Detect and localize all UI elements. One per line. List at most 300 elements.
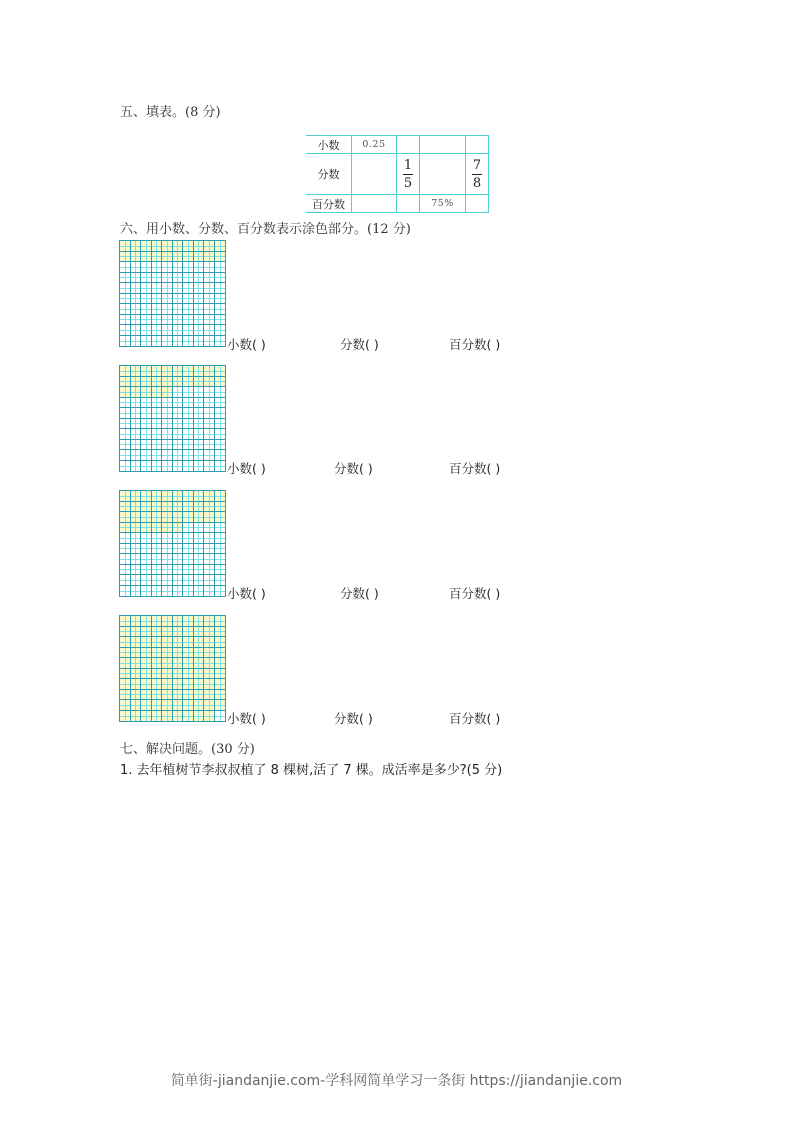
grid-cell <box>120 586 131 597</box>
grid-cell-shaded <box>120 241 131 252</box>
grid-cell <box>141 544 152 555</box>
cell-fraction-4 <box>466 154 489 195</box>
section-6-heading: 六、用小数、分数、百分数表示涂色部分。(12 分) <box>120 222 411 237</box>
percent-answer[interactable]: 百分数( ) <box>449 461 501 476</box>
grid-cell <box>152 554 163 565</box>
table-row-fraction <box>306 154 489 195</box>
grid-cell-shaded <box>215 669 226 680</box>
grid-cell-shaded <box>194 616 205 627</box>
grid-cell <box>152 565 163 576</box>
grid-cell <box>162 262 173 273</box>
grid-cell <box>120 315 131 326</box>
grid-cell <box>183 283 194 294</box>
grid-cell-shaded <box>152 637 163 648</box>
grid-cell-shaded <box>152 512 163 523</box>
grid-cell <box>173 398 184 409</box>
grid-cell <box>215 544 226 555</box>
grid-cell <box>215 565 226 576</box>
grid-cell <box>141 273 152 284</box>
grid-cell-shaded <box>152 387 163 398</box>
grid-cell <box>141 325 152 336</box>
grid-cell-shaded <box>162 387 173 398</box>
grid-cell-shaded <box>204 637 215 648</box>
grid-cell <box>173 387 184 398</box>
grid-cell-shaded <box>194 690 205 701</box>
grid-cell <box>183 294 194 305</box>
denominator: 5 <box>403 175 413 191</box>
grid-cell <box>215 429 226 440</box>
grid-cell-shaded <box>204 690 215 701</box>
numerator: 7 <box>472 157 482 173</box>
grid-cell <box>183 315 194 326</box>
grid-cell-shaded <box>215 241 226 252</box>
grid-cell-shaded <box>215 512 226 523</box>
grid-cell-shaded <box>131 637 142 648</box>
grid-cell-shaded <box>215 658 226 669</box>
fraction-bar <box>472 174 482 175</box>
grid-cell-shaded <box>162 616 173 627</box>
grid-cell <box>120 565 131 576</box>
grid-cell <box>120 294 131 305</box>
grid-cell <box>162 586 173 597</box>
grid-cell-shaded <box>120 512 131 523</box>
grid-cell <box>141 315 152 326</box>
hundred-grid-2 <box>119 365 226 472</box>
cell-fraction-1[interactable] <box>352 154 397 195</box>
percent-answer[interactable]: 百分数( ) <box>449 711 501 726</box>
grid-cell-shaded <box>152 491 163 502</box>
grid-cell <box>173 304 184 315</box>
grid-cell-shaded <box>194 669 205 680</box>
grid-cell <box>215 273 226 284</box>
grid-cell-shaded <box>120 700 131 711</box>
row-label-fraction: 分数 <box>306 154 352 195</box>
grid-cell-shaded <box>183 648 194 659</box>
answer-labels-1 <box>227 335 547 351</box>
grid-cell <box>131 554 142 565</box>
grid-cell <box>173 408 184 419</box>
grid-cell <box>162 565 173 576</box>
grid-cell <box>120 273 131 284</box>
grid-cell-shaded <box>183 669 194 680</box>
grid-cell <box>194 554 205 565</box>
grid-cell <box>204 408 215 419</box>
grid-cell <box>183 273 194 284</box>
grid-cell-shaded <box>120 669 131 680</box>
numerator: 1 <box>403 157 413 173</box>
grid-cell <box>204 294 215 305</box>
grid-cell-shaded <box>120 616 131 627</box>
grid-cell-shaded <box>141 366 152 377</box>
grid-cell <box>141 283 152 294</box>
grid-cell <box>194 283 205 294</box>
grid-cell <box>120 304 131 315</box>
grid-cell <box>141 461 152 472</box>
grid-cell-shaded <box>141 502 152 513</box>
grid-cell <box>194 523 205 534</box>
answer-labels-2 <box>227 459 547 475</box>
grid-cell <box>131 429 142 440</box>
grid-cell <box>141 408 152 419</box>
grid-cell <box>183 325 194 336</box>
grid-cell <box>120 262 131 273</box>
grid-cell-shaded <box>152 700 163 711</box>
grid-cell-shaded <box>131 711 142 722</box>
grid-cell <box>152 429 163 440</box>
grid-cell <box>183 565 194 576</box>
grid-cell-shaded <box>194 679 205 690</box>
grid-cell <box>204 544 215 555</box>
grid-cell-shaded <box>131 377 142 388</box>
grid-cell <box>162 450 173 461</box>
grid-cell <box>152 398 163 409</box>
grid-cell <box>204 387 215 398</box>
grid-cell-shaded <box>173 377 184 388</box>
grid-cell-shaded <box>120 387 131 398</box>
cell-decimal-3[interactable] <box>420 136 466 154</box>
grid-cell-shaded <box>215 616 226 627</box>
cell-fraction-3[interactable] <box>420 154 466 195</box>
grid-cell <box>162 304 173 315</box>
grid-cell-shaded <box>183 491 194 502</box>
grid-cell <box>183 336 194 347</box>
grid-cell <box>173 586 184 597</box>
grid-cell <box>183 533 194 544</box>
grid-cell-shaded <box>131 512 142 523</box>
grid-cell <box>173 565 184 576</box>
grid-cell <box>131 408 142 419</box>
grid-cell <box>131 586 142 597</box>
grid-cell <box>183 554 194 565</box>
grid-cell-shaded <box>183 241 194 252</box>
grid-cell <box>183 419 194 430</box>
grid-cell <box>152 586 163 597</box>
grid-cell <box>141 304 152 315</box>
grid-cell <box>183 523 194 534</box>
grid-cell <box>194 387 205 398</box>
grid-cell <box>162 429 173 440</box>
grid-cell <box>215 440 226 451</box>
grid-cell <box>204 398 215 409</box>
grid-cell-shaded <box>204 658 215 669</box>
percent-answer[interactable]: 百分数( ) <box>449 337 501 352</box>
grid-cell-shaded <box>152 366 163 377</box>
grid-cell <box>204 419 215 430</box>
grid-cell <box>141 586 152 597</box>
grid-cell <box>152 336 163 347</box>
grid-cell-shaded <box>131 366 142 377</box>
grid-cell-shaded <box>194 241 205 252</box>
grid-cell <box>215 523 226 534</box>
grid-cell-shaded <box>173 523 184 534</box>
grid-cell-shaded <box>162 366 173 377</box>
grid-cell <box>131 336 142 347</box>
grid-cell-shaded <box>162 241 173 252</box>
grid-cell <box>152 283 163 294</box>
grid-cell-shaded <box>131 690 142 701</box>
cell-percent-4[interactable] <box>466 195 489 213</box>
grid-cell <box>141 398 152 409</box>
grid-cell-shaded <box>183 679 194 690</box>
grid-cell <box>173 419 184 430</box>
grid-cell <box>215 336 226 347</box>
percent-answer[interactable]: 百分数( ) <box>449 586 501 601</box>
grid-cell <box>162 315 173 326</box>
grid-cell <box>120 325 131 336</box>
grid-cell-shaded <box>120 252 131 263</box>
grid-cell-shaded <box>183 637 194 648</box>
grid-cell-shaded <box>173 637 184 648</box>
fraction-answer[interactable]: 分数( ) <box>340 337 379 352</box>
grid-cell-shaded <box>152 502 163 513</box>
grid-cell <box>152 262 163 273</box>
grid-cell-shaded <box>194 377 205 388</box>
grid-cell <box>194 398 205 409</box>
grid-cell <box>215 419 226 430</box>
table-row-decimal <box>306 136 489 154</box>
grid-cell <box>204 273 215 284</box>
cell-fraction-2 <box>397 154 420 195</box>
grid-cell-shaded <box>162 523 173 534</box>
grid-cell <box>162 533 173 544</box>
grid-cell <box>194 575 205 586</box>
fraction-answer[interactable]: 分数( ) <box>334 711 373 726</box>
grid-cell <box>162 398 173 409</box>
row-label-decimal: 小数 <box>306 136 352 154</box>
grid-cell <box>204 450 215 461</box>
grid-cell-shaded <box>131 502 142 513</box>
grid-cell-shaded <box>131 700 142 711</box>
grid-cell <box>183 387 194 398</box>
grid-cell-shaded <box>152 377 163 388</box>
grid-cell-shaded <box>141 491 152 502</box>
grid-cell <box>183 450 194 461</box>
section-5-heading: 五、填表。(8 分) <box>120 105 221 120</box>
grid-cell <box>194 450 205 461</box>
grid-cell <box>194 294 205 305</box>
grid-cell-shaded <box>141 690 152 701</box>
grid-cell-shaded <box>183 616 194 627</box>
grid-cell <box>204 336 215 347</box>
grid-cell-shaded <box>162 637 173 648</box>
grid-cell <box>215 283 226 294</box>
grid-cell <box>194 262 205 273</box>
grid-cell-shaded <box>141 387 152 398</box>
grid-cell-shaded <box>183 711 194 722</box>
grid-cell <box>120 461 131 472</box>
row-label-percent: 百分数 <box>306 195 352 213</box>
grid-cell <box>194 408 205 419</box>
grid-cell-shaded <box>131 252 142 263</box>
cell-percent-2[interactable] <box>397 195 420 213</box>
fraction-answer[interactable]: 分数( ) <box>340 586 379 601</box>
grid-cell <box>183 398 194 409</box>
grid-cell-shaded <box>152 658 163 669</box>
fraction-1-5 <box>403 158 413 191</box>
grid-cell-shaded <box>141 669 152 680</box>
grid-cell-shaded <box>141 252 152 263</box>
grid-cell <box>131 575 142 586</box>
grid-cell-shaded <box>141 679 152 690</box>
grid-cell <box>152 408 163 419</box>
grid-cell-shaded <box>152 690 163 701</box>
grid-cell-shaded <box>120 502 131 513</box>
grid-cell-shaded <box>162 700 173 711</box>
grid-cell <box>120 419 131 430</box>
grid-cell <box>194 325 205 336</box>
denominator: 8 <box>472 175 482 191</box>
decimal-answer[interactable]: 小数( ) <box>227 711 266 726</box>
grid-cell-shaded <box>204 669 215 680</box>
grid-cell <box>141 565 152 576</box>
grid-cell-shaded <box>141 711 152 722</box>
grid-cell <box>152 544 163 555</box>
grid-cell <box>152 461 163 472</box>
grid-cell <box>162 419 173 430</box>
grid-cell-shaded <box>183 377 194 388</box>
grid-cell-shaded <box>173 711 184 722</box>
grid-cell <box>204 586 215 597</box>
grid-cell-shaded <box>215 690 226 701</box>
grid-cell <box>204 575 215 586</box>
grid-cell-shaded <box>141 616 152 627</box>
grid-cell <box>215 450 226 461</box>
grid-cell-shaded <box>120 366 131 377</box>
grid-cell <box>152 440 163 451</box>
grid-cell-shaded <box>152 669 163 680</box>
grid-cell <box>141 336 152 347</box>
grid-cell <box>120 440 131 451</box>
grid-cell-shaded <box>204 502 215 513</box>
section-7-heading: 七、解决问题。(30 分) <box>120 742 255 757</box>
grid-cell <box>120 398 131 409</box>
grid-cell <box>173 273 184 284</box>
grid-cell-shaded <box>131 387 142 398</box>
grid-cell <box>173 554 184 565</box>
grid-cell <box>131 461 142 472</box>
decimal-answer[interactable]: 小数( ) <box>227 337 266 352</box>
grid-cell <box>152 575 163 586</box>
grid-cell-shaded <box>131 241 142 252</box>
grid-cell-shaded <box>194 512 205 523</box>
grid-cell-shaded <box>120 690 131 701</box>
grid-cell <box>194 461 205 472</box>
grid-cell-shaded <box>162 690 173 701</box>
grid-cell-shaded <box>131 679 142 690</box>
grid-cell-shaded <box>173 366 184 377</box>
grid-cell <box>204 262 215 273</box>
cell-decimal-2[interactable] <box>397 136 420 154</box>
grid-cell <box>173 294 184 305</box>
fraction-answer[interactable]: 分数( ) <box>334 461 373 476</box>
grid-cell-shaded <box>204 648 215 659</box>
grid-cell-shaded <box>194 700 205 711</box>
grid-cell <box>131 450 142 461</box>
cell-decimal-4[interactable] <box>466 136 489 154</box>
grid-cell-shaded <box>120 523 131 534</box>
grid-cell-shaded <box>204 627 215 638</box>
grid-cell <box>131 273 142 284</box>
grid-cell-shaded <box>204 616 215 627</box>
footer-watermark: 简单街-jiandanjie.com-学科网简单学习一条街 https://jiandanjie.com <box>170 1073 623 1089</box>
grid-cell-shaded <box>173 252 184 263</box>
question-1: 1. 去年植树节李叔叔植了 8 棵树,活了 7 棵。成活率是多少?(5 分) <box>120 763 503 778</box>
grid-cell-shaded <box>141 627 152 638</box>
hundred-grid-3 <box>119 490 226 597</box>
grid-cell <box>173 440 184 451</box>
grid-cell <box>131 565 142 576</box>
grid-cell-shaded <box>141 377 152 388</box>
table-row-percent <box>306 195 489 213</box>
grid-cell <box>215 398 226 409</box>
grid-cell-shaded <box>173 627 184 638</box>
grid-cell <box>215 262 226 273</box>
grid-cell-shaded <box>152 523 163 534</box>
grid-cell <box>173 461 184 472</box>
grid-cell <box>215 461 226 472</box>
grid-cell-shaded <box>152 711 163 722</box>
grid-cell-shaded <box>120 627 131 638</box>
grid-cell <box>215 554 226 565</box>
grid-cell <box>162 336 173 347</box>
grid-cell <box>204 325 215 336</box>
grid-cell <box>173 325 184 336</box>
fraction-7-8 <box>472 158 482 191</box>
grid-cell <box>204 533 215 544</box>
grid-cell <box>215 387 226 398</box>
grid-cell-shaded <box>204 512 215 523</box>
grid-cell-shaded <box>131 648 142 659</box>
grid-cell-shaded <box>162 711 173 722</box>
grid-cell-shaded <box>131 669 142 680</box>
grid-cell-shaded <box>204 366 215 377</box>
grid-cell-shaded <box>194 637 205 648</box>
grid-cell-shaded <box>173 669 184 680</box>
grid-cell <box>152 419 163 430</box>
grid-cell-shaded <box>152 252 163 263</box>
grid-cell-shaded <box>194 491 205 502</box>
grid-cell <box>120 408 131 419</box>
grid-cell-shaded <box>141 658 152 669</box>
grid-cell-shaded <box>152 679 163 690</box>
grid-cell <box>215 711 226 722</box>
grid-cell <box>183 586 194 597</box>
grid-cell-shaded <box>215 252 226 263</box>
hundred-grid-4 <box>119 615 226 722</box>
grid-cell <box>183 461 194 472</box>
grid-cell-shaded <box>194 658 205 669</box>
grid-cell <box>120 575 131 586</box>
grid-cell-shaded <box>131 627 142 638</box>
grid-cell <box>173 262 184 273</box>
answer-labels-4 <box>227 709 547 725</box>
grid-cell-shaded <box>152 648 163 659</box>
grid-cell <box>173 544 184 555</box>
grid-cell <box>131 325 142 336</box>
grid-cell <box>152 304 163 315</box>
cell-percent-1[interactable] <box>352 195 397 213</box>
grid-cell <box>141 575 152 586</box>
decimal-answer[interactable]: 小数( ) <box>227 586 266 601</box>
grid-cell <box>173 575 184 586</box>
decimal-answer[interactable]: 小数( ) <box>227 461 266 476</box>
grid-cell-shaded <box>120 648 131 659</box>
grid-cell <box>204 565 215 576</box>
grid-cell-shaded <box>162 679 173 690</box>
grid-cell-shaded <box>120 377 131 388</box>
grid-cell-shaded <box>162 658 173 669</box>
grid-cell-shaded <box>204 711 215 722</box>
